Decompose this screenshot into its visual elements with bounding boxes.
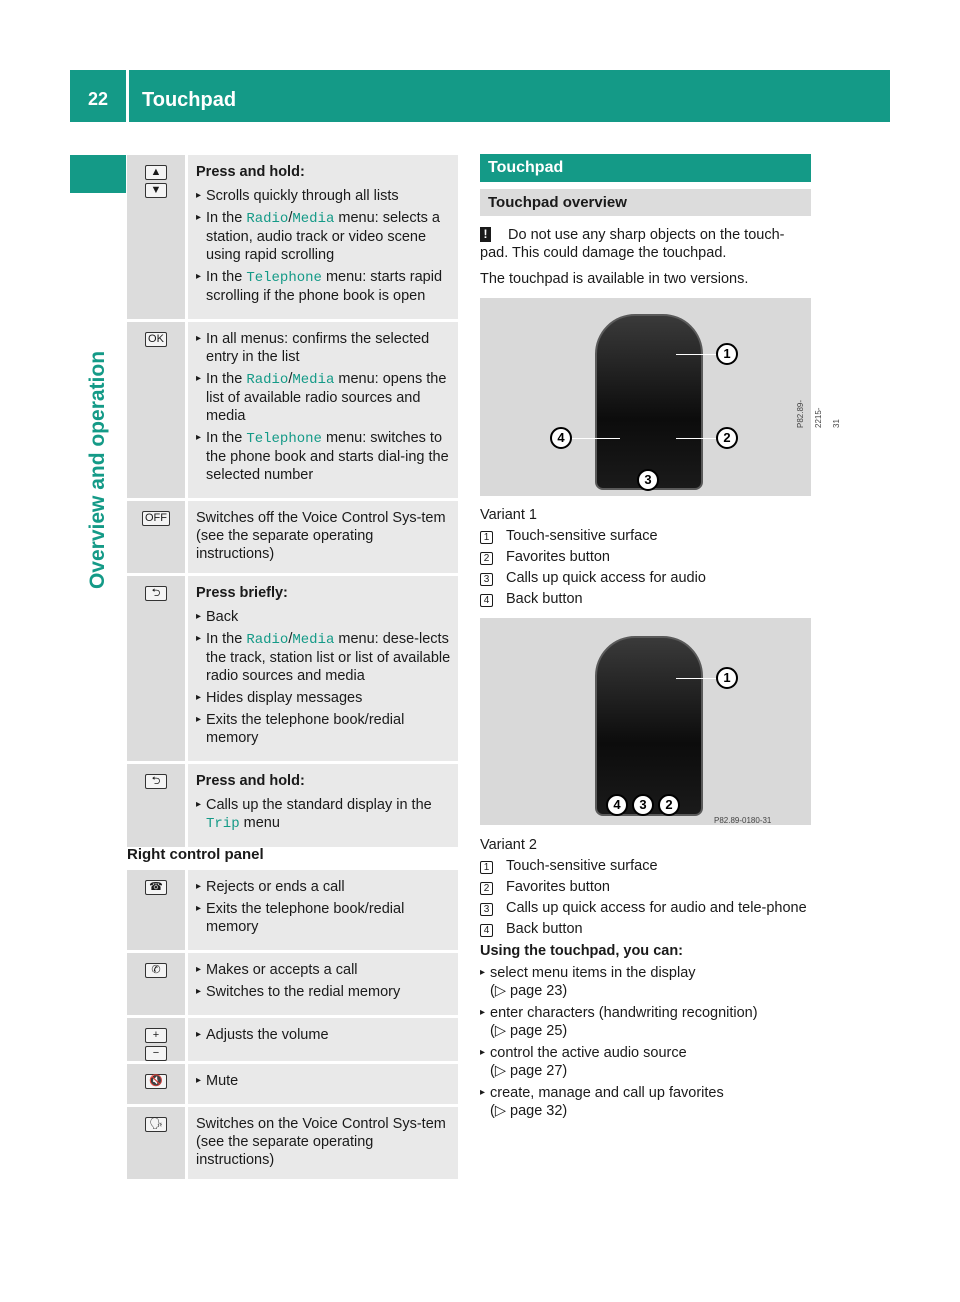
text-segment: Exits the telephone book/redial memory	[206, 712, 405, 746]
legend-number	[480, 527, 506, 545]
text-segment: menu: switches to the phone book and starts dial-ing the selected number	[206, 430, 449, 483]
page-reference-link[interactable]: (▷ page 32)	[490, 1103, 568, 1119]
bullet-list	[196, 608, 452, 747]
row-heading: Press briefly:	[196, 585, 288, 601]
bullet-list	[196, 1072, 452, 1090]
text-segment: Back	[206, 609, 239, 625]
touchpad-variant1-image	[480, 298, 841, 496]
callout-2: 2	[658, 794, 680, 816]
description-cell	[188, 1018, 458, 1061]
right-control-table	[127, 870, 458, 1182]
text-segment: Exits the telephone book/redial memory	[206, 901, 405, 935]
list-item	[196, 370, 452, 425]
list-item	[196, 630, 452, 685]
left-control-table	[127, 155, 458, 850]
list-item	[196, 1072, 452, 1090]
legend-item	[480, 548, 811, 566]
list-item	[196, 187, 452, 205]
text-segment: Switches to the redial memory	[206, 984, 401, 1000]
text-segment: In the	[206, 269, 247, 285]
key-cell	[127, 1064, 185, 1104]
text-segment: Scrolls quickly through all lists	[206, 188, 399, 204]
description-cell	[188, 322, 458, 498]
legend-number-badge: 2	[480, 552, 493, 565]
legend-text: Favorites button	[506, 879, 610, 895]
menu-name: Radio	[246, 632, 289, 648]
text-segment: Makes or accepts a call	[206, 962, 358, 978]
legend-number-badge: 4	[480, 924, 493, 937]
list-item	[196, 711, 452, 747]
list-item-text: ▸ select menu items in the display	[490, 965, 696, 981]
description-cell	[188, 501, 458, 573]
list-item	[196, 209, 452, 264]
table-row	[127, 322, 458, 498]
bullet-list	[196, 330, 452, 484]
bullet-list	[196, 878, 452, 936]
list-item	[480, 1084, 811, 1120]
list-item	[196, 796, 452, 833]
row-text: Switches off the Voice Control Sys-tem (see the separate operating instructions)	[196, 510, 446, 562]
key-glyph-icon: +	[145, 1028, 167, 1043]
list-item	[196, 878, 452, 896]
section-bar-touchpad: Touchpad	[480, 154, 811, 182]
list-item	[196, 983, 452, 1001]
key-glyph-icon: 🗣	[145, 1117, 167, 1132]
key-glyph-icon: 🔇	[145, 1074, 167, 1089]
bullet-list	[196, 1026, 452, 1044]
table-row	[127, 155, 458, 319]
list-item	[196, 961, 452, 979]
text-segment: menu: selects a station, audio track or video scene using rapid scrolling	[206, 210, 440, 263]
bullet-list	[196, 187, 452, 305]
table-row	[127, 870, 458, 950]
subsection-bar-touchpad-overview: Touchpad overview	[480, 189, 811, 216]
table-row	[127, 576, 458, 761]
callout-4: 4	[606, 794, 628, 816]
list-item-text: ▸ create, manage and call up favorites	[490, 1085, 724, 1101]
description-cell	[188, 1064, 458, 1104]
description-cell	[188, 953, 458, 1015]
key-cell	[127, 764, 185, 847]
text-segment: In the	[206, 371, 247, 387]
text-segment: menu: opens the list of available radio sources and media	[206, 371, 447, 424]
row-text: Switches on the Voice Control Sys-tem (see the separate operating instructions)	[196, 1116, 446, 1168]
page-reference-link[interactable]: (▷ page 25)	[490, 1023, 568, 1039]
list-item	[480, 1044, 811, 1080]
touchpad-variant2-image	[480, 618, 811, 825]
list-item	[196, 689, 452, 707]
callout-4: 4	[550, 427, 572, 449]
text-segment: Rejects or ends a call	[206, 879, 345, 895]
table-row	[127, 764, 458, 847]
text-segment: In the	[206, 430, 247, 446]
text-segment: /	[288, 210, 293, 226]
legend-number	[480, 920, 506, 938]
key-glyph-icon: ▼	[145, 183, 167, 198]
warning-icon: !	[480, 227, 491, 242]
legend-number-badge: 1	[480, 531, 493, 544]
legend-number	[480, 590, 506, 608]
list-item	[196, 330, 452, 366]
key-cell	[127, 870, 185, 950]
touchpad-device	[595, 636, 703, 816]
text-segment: menu	[239, 815, 280, 831]
page-number: 22	[87, 89, 109, 109]
description-cell	[188, 155, 458, 319]
key-cell	[127, 1018, 185, 1061]
key-glyph-icon: ☎	[145, 880, 167, 895]
text-segment: Mute	[206, 1073, 239, 1089]
legend-number	[480, 548, 506, 566]
row-heading: Press and hold:	[196, 773, 305, 789]
callout-3: 3	[632, 794, 654, 816]
callout-1: 1	[716, 667, 738, 689]
table-row	[127, 1018, 458, 1061]
legend-text: Touch-sensitive surface	[506, 528, 658, 544]
key-glyph-icon: OFF	[142, 511, 170, 526]
menu-name: Radio	[246, 372, 289, 388]
key-glyph-icon: ✆	[145, 963, 167, 978]
list-item-text: ▸ control the active audio source	[490, 1045, 687, 1061]
list-item	[196, 429, 452, 484]
callout-2: 2	[716, 427, 738, 449]
table-row	[127, 953, 458, 1015]
bullet-list	[196, 961, 452, 1001]
legend-number	[480, 899, 506, 917]
list-item	[196, 608, 452, 626]
legend-text: Touch-sensitive surface	[506, 858, 658, 874]
menu-name: Telephone	[246, 270, 322, 286]
using-touchpad-heading: Using the touchpad, you can:	[480, 943, 684, 959]
key-glyph-icon: −	[145, 1046, 167, 1061]
menu-name: Telephone	[246, 431, 322, 447]
legend-item	[480, 857, 811, 875]
legend-number	[480, 569, 506, 587]
legend-item	[480, 590, 811, 608]
table-row	[127, 1064, 458, 1104]
list-item	[196, 268, 452, 305]
header-divider	[126, 70, 129, 122]
photo-code: P82.89-0180-31	[714, 816, 772, 825]
text-segment: menu: dese-lects the track, station list or list of available radio sources and media	[206, 631, 451, 684]
variant2-legend	[480, 836, 811, 1124]
table-row	[127, 501, 458, 573]
menu-name: Media	[292, 211, 335, 227]
touchpad-device	[595, 314, 703, 490]
legend-number-badge: 3	[480, 903, 493, 916]
text-segment: menu: starts rapid scrolling if the phone book is open	[206, 269, 443, 304]
sidebar-section-title: Overview and operation	[86, 350, 109, 590]
key-cell	[127, 322, 185, 498]
legend-number-badge: 3	[480, 573, 493, 586]
key-cell	[127, 1107, 185, 1179]
legend-number-badge: 4	[480, 594, 493, 607]
bullet-list	[196, 796, 452, 833]
legend-item	[480, 527, 811, 545]
list-item	[480, 964, 811, 1000]
using-touchpad-list	[480, 964, 811, 1120]
key-cell	[127, 501, 185, 573]
text-segment: In all menus: confirms the selected entry in the list	[206, 331, 430, 365]
menu-name: Media	[292, 372, 335, 388]
legend-number-badge: 1	[480, 861, 493, 874]
intro-text: The touchpad is available in two versions.	[480, 271, 749, 287]
list-item	[480, 1004, 811, 1040]
page-title: Touchpad	[142, 89, 237, 111]
key-glyph-icon: ⮌	[145, 586, 167, 601]
description-cell	[188, 764, 458, 847]
variant1-label: Variant 1	[480, 507, 537, 523]
description-cell	[188, 576, 458, 761]
legend-text: Calls up quick access for audio and tele-phone	[506, 900, 807, 916]
list-item	[196, 1026, 452, 1044]
legend-text: Back button	[506, 591, 583, 607]
row-heading: Press and hold:	[196, 164, 305, 180]
text-segment: /	[288, 631, 293, 647]
legend-item	[480, 899, 811, 917]
menu-name: Trip	[206, 816, 240, 832]
legend-number-badge: 2	[480, 882, 493, 895]
text-segment: Adjusts the volume	[206, 1027, 329, 1043]
callout-3: 3	[637, 469, 659, 491]
legend-number	[480, 857, 506, 875]
warning-text: Do not use any sharp objects on the touch-pad. This could damage the touchpad.	[480, 227, 785, 261]
table-row	[127, 1107, 458, 1179]
text-segment: Hides display messages	[206, 690, 363, 706]
description-cell	[188, 1107, 458, 1179]
key-glyph-icon: ▲	[145, 165, 167, 180]
sidebar-marker	[70, 155, 126, 193]
text-segment: /	[288, 371, 293, 387]
legend-item	[480, 569, 811, 587]
page-reference-link[interactable]: (▷ page 27)	[490, 1063, 568, 1079]
text-segment: In the	[206, 210, 247, 226]
variant1-legend	[480, 506, 811, 611]
key-cell	[127, 155, 185, 319]
legend-text: Favorites button	[506, 549, 610, 565]
callout-1: 1	[716, 343, 738, 365]
list-item-text: ▸ enter characters (handwriting recognition)	[490, 1005, 758, 1021]
legend-item	[480, 920, 811, 938]
page-reference-link[interactable]: (▷ page 23)	[490, 983, 568, 999]
key-glyph-icon: OK	[145, 332, 167, 347]
text-segment: In the	[206, 631, 247, 647]
key-cell	[127, 953, 185, 1015]
key-glyph-icon: ⮌	[145, 774, 167, 789]
legend-text: Back button	[506, 921, 583, 937]
description-cell	[188, 870, 458, 950]
right-control-panel-heading: Right control panel	[127, 846, 264, 863]
text-segment: Calls up the standard display in the	[206, 797, 432, 813]
legend-text: Calls up quick access for audio	[506, 570, 706, 586]
variant2-label: Variant 2	[480, 837, 537, 853]
key-cell	[127, 576, 185, 761]
menu-name: Media	[292, 632, 335, 648]
list-item	[196, 900, 452, 936]
menu-name: Radio	[246, 211, 289, 227]
legend-item	[480, 878, 811, 896]
legend-number	[480, 878, 506, 896]
photo-code: P82.89-2215-31	[796, 399, 841, 428]
warning-note	[480, 226, 811, 262]
